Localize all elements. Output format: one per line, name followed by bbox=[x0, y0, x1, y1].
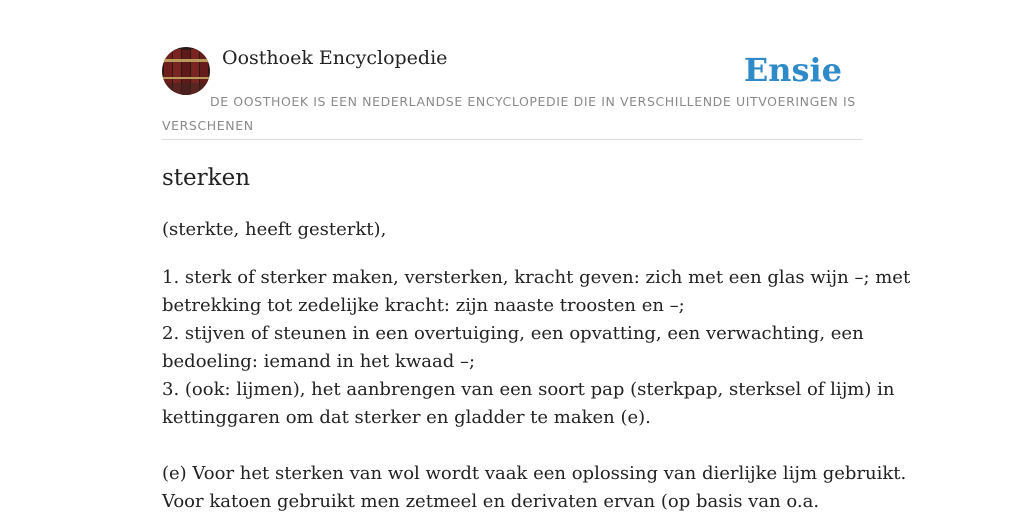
definition-line: kettinggaren om dat sterker en gladder te maken (e). bbox=[162, 407, 651, 428]
entry-note bbox=[162, 460, 907, 516]
site-tagline: DE OOSTHOEK IS EEN NEDERLANDSE ENCYCLOPEDIE DIE IN VERSCHILLENDE UITVOERINGEN IS VERSCHENEN bbox=[162, 94, 856, 133]
entry-grammar: (sterkte, heeft gesterkt), bbox=[162, 219, 387, 240]
site-name[interactable]: Oosthoek Encyclopedie bbox=[222, 47, 448, 69]
paragraph-gap bbox=[162, 432, 872, 460]
ensie-logo[interactable]: Ensie bbox=[743, 51, 842, 89]
definition-line: 3. (ook: lijmen), het aanbrengen van een soort pap (sterkpap, sterksel of lijm) in bbox=[162, 379, 895, 400]
definition-line: 2. stijven of steunen in een overtuiging, een opvatting, een verwachting, een bbox=[162, 323, 864, 344]
encyclopedia-books-icon[interactable] bbox=[162, 47, 210, 95]
definition-line: betrekking tot zedelijke kracht: zijn naaste troosten en –; bbox=[162, 295, 685, 316]
definition-line: bedoeling: iemand in het kwaad –; bbox=[162, 351, 476, 372]
entry-headword: sterken bbox=[162, 165, 251, 191]
definition-line: 1. sterk of sterker maken, versterken, kracht geven: zich met een glas wijn –; met bbox=[162, 267, 911, 288]
definition-list bbox=[162, 264, 911, 432]
entry-body bbox=[162, 216, 911, 516]
header-divider bbox=[162, 139, 862, 140]
note-line: (e) Voor het sterken van wol wordt vaak een oplossing van dierlijke lijm gebruikt. bbox=[162, 463, 907, 484]
note-line: Voor katoen gebruikt men zetmeel en derivaten ervan (op basis van o.a. bbox=[162, 491, 820, 512]
